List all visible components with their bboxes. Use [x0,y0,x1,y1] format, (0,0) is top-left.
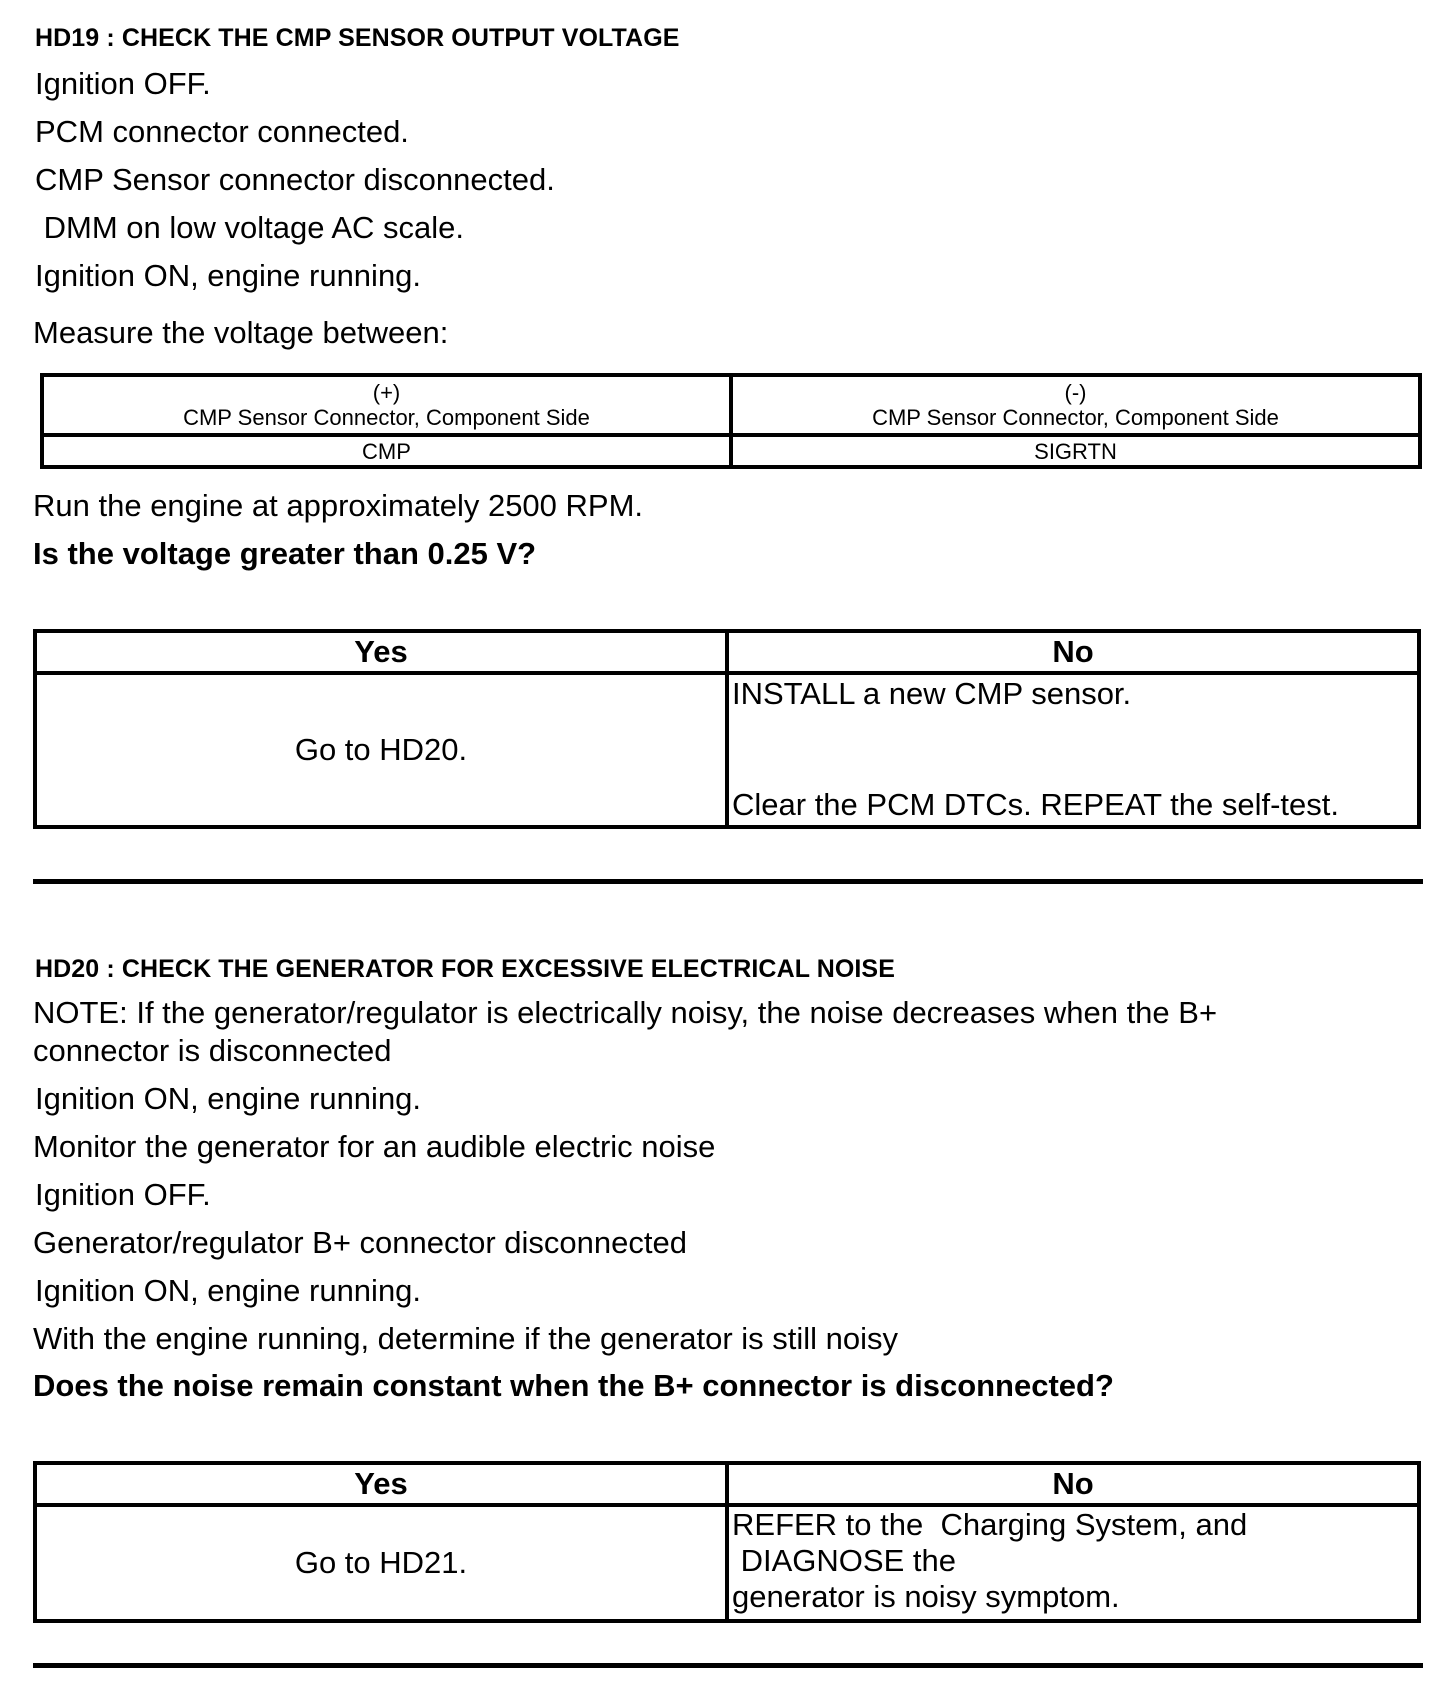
no-action-line: Clear the PCM DTCs. REPEAT the self-test. [732,787,1339,822]
hd20-heading: HD20 : CHECK THE GENERATOR FOR EXCESSIVE ELECTRICAL NOISE [35,955,895,983]
hd19-result-table [33,629,1421,829]
yes-action-link[interactable]: Go to HD20. [35,673,727,827]
no-header: No [727,631,1419,673]
no-action-line: INSTALL a new CMP sensor. [732,676,1132,711]
negative-symbol: (-) [1064,380,1087,405]
positive-probe-cell [42,375,731,435]
hd20-step-3: Ignition OFF. [35,1177,211,1212]
hd19-question: Is the voltage greater than 0.25 V? [33,536,537,571]
hd20-step-6: With the engine running, determine if the generator is still noisy [33,1321,899,1356]
no-action-line: REFER to the Charging System, and [732,1507,1248,1542]
no-action-spacer [732,712,1417,786]
hd19-step-2: PCM connector connected. [35,114,409,149]
positive-pin: CMP [42,435,731,467]
no-header: No [727,1463,1419,1505]
hd19-step-5: Ignition ON, engine running. [35,258,422,293]
section-divider [33,879,1423,884]
no-action-cell [727,1505,1419,1621]
hd20-step-2: Monitor the generator for an audible electric noise [33,1129,716,1164]
hd19-step-3: CMP Sensor connector disconnected. [35,162,555,197]
no-action-line: generator is noisy symptom. [732,1579,1120,1614]
hd20-note-line-1: NOTE: If the generator/regulator is electrically noisy, the noise decreases when the B+ [33,995,1218,1030]
section-divider [33,1663,1423,1668]
hd20-note-line-2: connector is disconnected [33,1033,392,1068]
negative-pin: SIGRTN [731,435,1420,467]
hd20-result-table [33,1461,1421,1623]
positive-symbol: (+) [372,380,401,405]
measurement-table [40,373,1422,469]
hd20-step-5: Ignition ON, engine running. [35,1273,422,1308]
no-action-line: DIAGNOSE the [732,1543,956,1578]
hd20-question: Does the noise remain constant when the B+ connector is disconnected? [33,1368,1114,1403]
hd20-step-4: Generator/regulator B+ connector disconnected [33,1225,687,1260]
no-action-cell [727,673,1419,827]
yes-header: Yes [35,631,727,673]
hd19-step-1: Ignition OFF. [35,66,211,101]
measure-label: Measure the voltage between: [33,315,449,350]
negative-location: CMP Sensor Connector, Component Side [872,405,1279,430]
hd20-step-1: Ignition ON, engine running. [35,1081,422,1116]
hd19-step-4: DMM on low voltage AC scale. [35,210,465,245]
yes-header: Yes [35,1463,727,1505]
yes-action-link[interactable]: Go to HD21. [35,1505,727,1621]
negative-probe-cell [731,375,1420,435]
hd19-heading: HD19 : CHECK THE CMP SENSOR OUTPUT VOLTAGE [35,24,680,52]
positive-location: CMP Sensor Connector, Component Side [183,405,590,430]
hd19-instruction: Run the engine at approximately 2500 RPM. [33,488,644,523]
